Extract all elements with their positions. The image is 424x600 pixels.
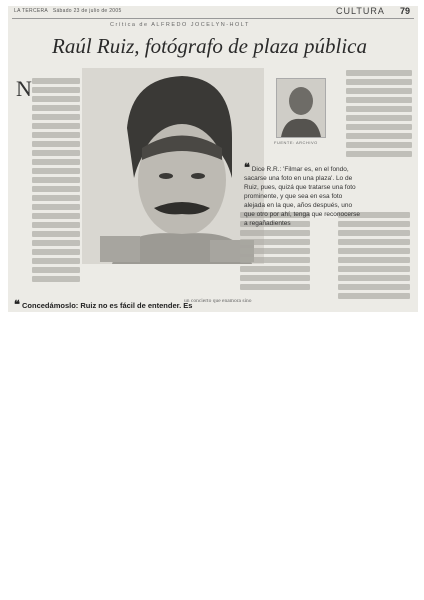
bottom-tail-text: un concierto que enamora sino: [184, 298, 252, 304]
photo-credit: FUENTE: ARCHIVO: [274, 140, 318, 145]
page-number: 79: [400, 6, 411, 16]
pull-quote-text: Dice R.R.: 'Filmar es, en el fondo, sacarse una foto en una plaza'. Lo de Ruiz, pues, quizá que tratarse una foto prominente, y que sea en esa foto alejada en la que, años después, uno que otro por ahí, tenga que reconocerse a regañadientes: [244, 166, 360, 227]
bottom-quote-text: Concedámoslo: Ruiz no es fácil de entender. Es: [22, 301, 193, 310]
drop-cap: N: [16, 76, 32, 101]
masthead: LA TERCERA: [14, 8, 48, 14]
masthead-line: [14, 8, 122, 14]
header-rule: [12, 18, 414, 19]
quote-mark-icon: ❝: [14, 299, 20, 311]
author-photo: [276, 78, 326, 138]
section-label: CULTURA: [336, 6, 385, 16]
newspaper-clipping: [8, 6, 418, 312]
bottom-quote: [14, 298, 192, 311]
quote-mark-icon: ❝: [244, 162, 250, 174]
portrait-photo: [82, 68, 264, 264]
article-title: Raúl Ruiz, fotógrafo de plaza pública: [52, 34, 367, 58]
body-column-left: [32, 78, 80, 288]
author-photo-image: [277, 79, 325, 137]
pull-quote: [244, 164, 364, 228]
issue-date: Sábado 23 de julio de 2005: [52, 8, 122, 14]
body-column-right: [346, 70, 412, 166]
byline: Crítica de ALFREDO JOCELYN-HOLT: [110, 22, 250, 28]
